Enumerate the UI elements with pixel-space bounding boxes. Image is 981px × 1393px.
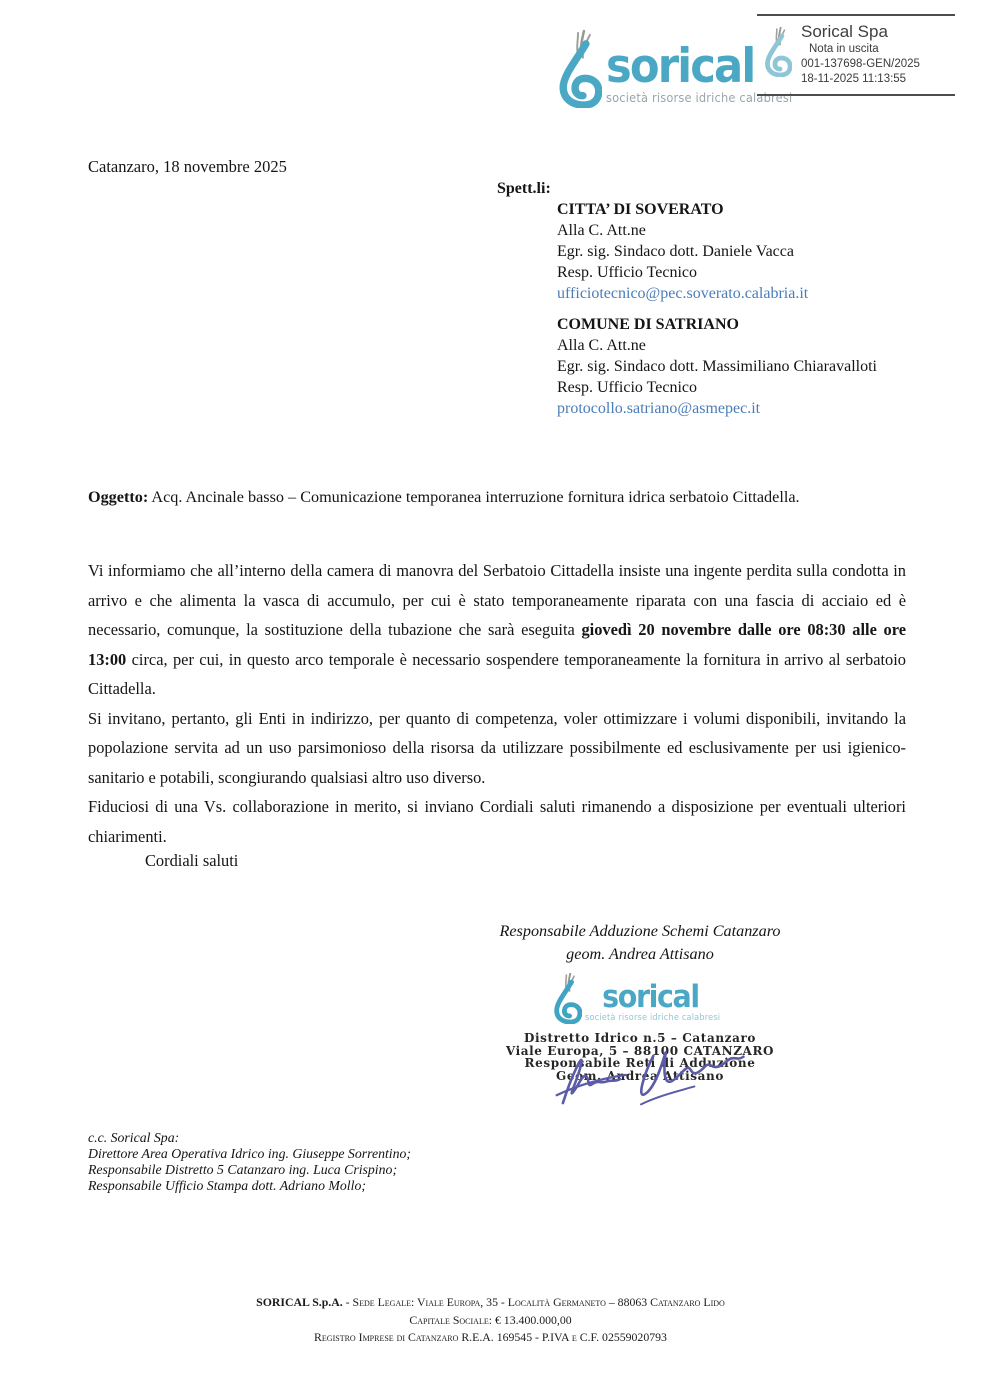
footer-line-3: Registro Imprese di Catanzaro R.E.A. 169545 - P.IVA e C.F. 02559020793 [314, 1330, 667, 1345]
recipients-block [497, 178, 877, 419]
body-paragraph-2: Si invitano, pertanto, gli Enti in indirizzo, per quanto di competenza, voler ottimizzare i volumi disponibili, invitando la popolazione servita ad un uso parsimonioso della risorsa da utilizzare possibilmente ed esclusivamente per usi igienico-sanitario e potabili, scongiurando qualsiasi altro uso diverso. [88, 708, 906, 787]
subject-line [88, 488, 918, 507]
body-paragraph-1 [88, 556, 906, 704]
subject-label: Oggetto: [88, 488, 149, 506]
district-stamp-line: Geom. Andrea Attisano [556, 1068, 724, 1083]
handwritten-signature [547, 1038, 754, 1113]
subject-text: Acq. Ancinale basso – Comunicazione temporanea interruzione fornitura idrica serbatoio Cittadella. [148, 488, 800, 506]
logo-wordmark: sorical [602, 979, 700, 1015]
recipient-soverato [557, 199, 877, 304]
stamp-protocol-number: 001-137698-GEN/2025 [801, 58, 920, 70]
district-stamp-line: Responsabile Reti di Adduzione [524, 1056, 756, 1071]
signer-name: geom. Andrea Attisano [566, 945, 714, 963]
company-footer [0, 1294, 981, 1347]
recipient-attention: Alla C. Att.ne [557, 222, 646, 239]
protocol-stamp [757, 14, 955, 96]
cc-line: Responsabile Distretto 5 Catanzaro ing. Luca Crispino; [88, 1161, 398, 1177]
district-stamp-line: Distretto Idrico n.5 – Catanzaro [524, 1031, 756, 1045]
recipient-attention: Alla C. Att.ne [557, 337, 646, 354]
date-line: Catanzaro, 18 novembre 2025 [88, 157, 287, 176]
water-swirl-icon [552, 973, 582, 1029]
logo-wordmark: sorical [606, 39, 755, 94]
signature-block [420, 920, 860, 1082]
stamp-company: Sorical Spa [801, 22, 888, 41]
recipient-name: CITTA’ DI SOVERATO [557, 201, 724, 218]
letter-body [88, 556, 906, 851]
sorical-logo-small [552, 973, 727, 1029]
logo-tagline: società risorse idriche calabresi [606, 91, 793, 105]
stamp-datetime: 18-11-2025 11:13:55 [801, 73, 907, 85]
logo-tagline: società risorse idriche calabresi [585, 1013, 721, 1023]
recipient-email-link[interactable]: protocollo.satriano@asmepec.it [557, 400, 761, 417]
recipients-label: Spett.li: [497, 180, 551, 197]
cc-block [88, 1130, 411, 1194]
recipient-office: Resp. Ufficio Tecnico [557, 264, 698, 281]
footer-company-name: SORICAL S.p.A. [256, 1295, 343, 1309]
cc-line: Direttore Area Operativa Idrico ing. Giuseppe Sorrentino; [88, 1145, 412, 1161]
recipient-satriano [557, 314, 877, 419]
footer-line-2: Capitale Sociale: € 13.400.000,00 [409, 1312, 572, 1327]
cc-line: Responsabile Ufficio Stampa dott. Adriano Mollo; [88, 1177, 366, 1193]
water-swirl-icon [556, 30, 602, 113]
water-swirl-icon [763, 27, 792, 82]
recipient-office: Resp. Ufficio Tecnico [557, 379, 698, 396]
recipient-person: Egr. sig. Sindaco dott. Massimiliano Chiaravalloti [557, 358, 877, 375]
district-stamp-line: Viale Europa, 5 – 88100 CATANZARO [505, 1043, 775, 1058]
cc-line: c.c. Sorical Spa: [88, 1130, 180, 1145]
body-text-run: circa, per cui, in questo arco temporale è necessario sospendere temporaneamente la fornitura in arrivo al serbatoio Cittadella. [88, 649, 906, 698]
body-text-run: Vi informiamo che all’interno della camera di manovra del Serbatoio Cittadella insiste una ingente perdita sulla condotta in arrivo e che alimenta la vasca di accumulo, per cui è stato temporaneamente riparata con una fascia di acciaio ed è necessario, comunque, la sostituzione della tubazione che sarà eseguita [88, 561, 906, 639]
signer-role: Responsabile Adduzione Schemi Catanzaro [499, 922, 781, 940]
recipient-name: COMUNE DI SATRIANO [557, 316, 739, 333]
stamp-doc-type: Nota in uscita [809, 43, 879, 55]
recipient-person: Egr. sig. Sindaco dott. Daniele Vacca [557, 243, 794, 260]
footer-line-1 [0, 1294, 981, 1312]
recipient-email-link[interactable]: ufficiotecnico@pec.soverato.calabria.it [557, 285, 809, 302]
closing-salutation: Cordiali saluti [145, 851, 239, 870]
body-schedule-bold: giovedì 20 novembre dalle ore 08:30 alle ore 13:00 [88, 620, 906, 669]
body-paragraph-3: Fiduciosi di una Vs. collaborazione in merito, si inviano Cordiali saluti rimanendo a disposizione per eventuali ulteriori chiarimenti. [88, 797, 906, 846]
footer-address: - Sede Legale: Viale Europa, 35 - Località Germaneto – 88063 Catanzaro Lido [342, 1295, 725, 1309]
